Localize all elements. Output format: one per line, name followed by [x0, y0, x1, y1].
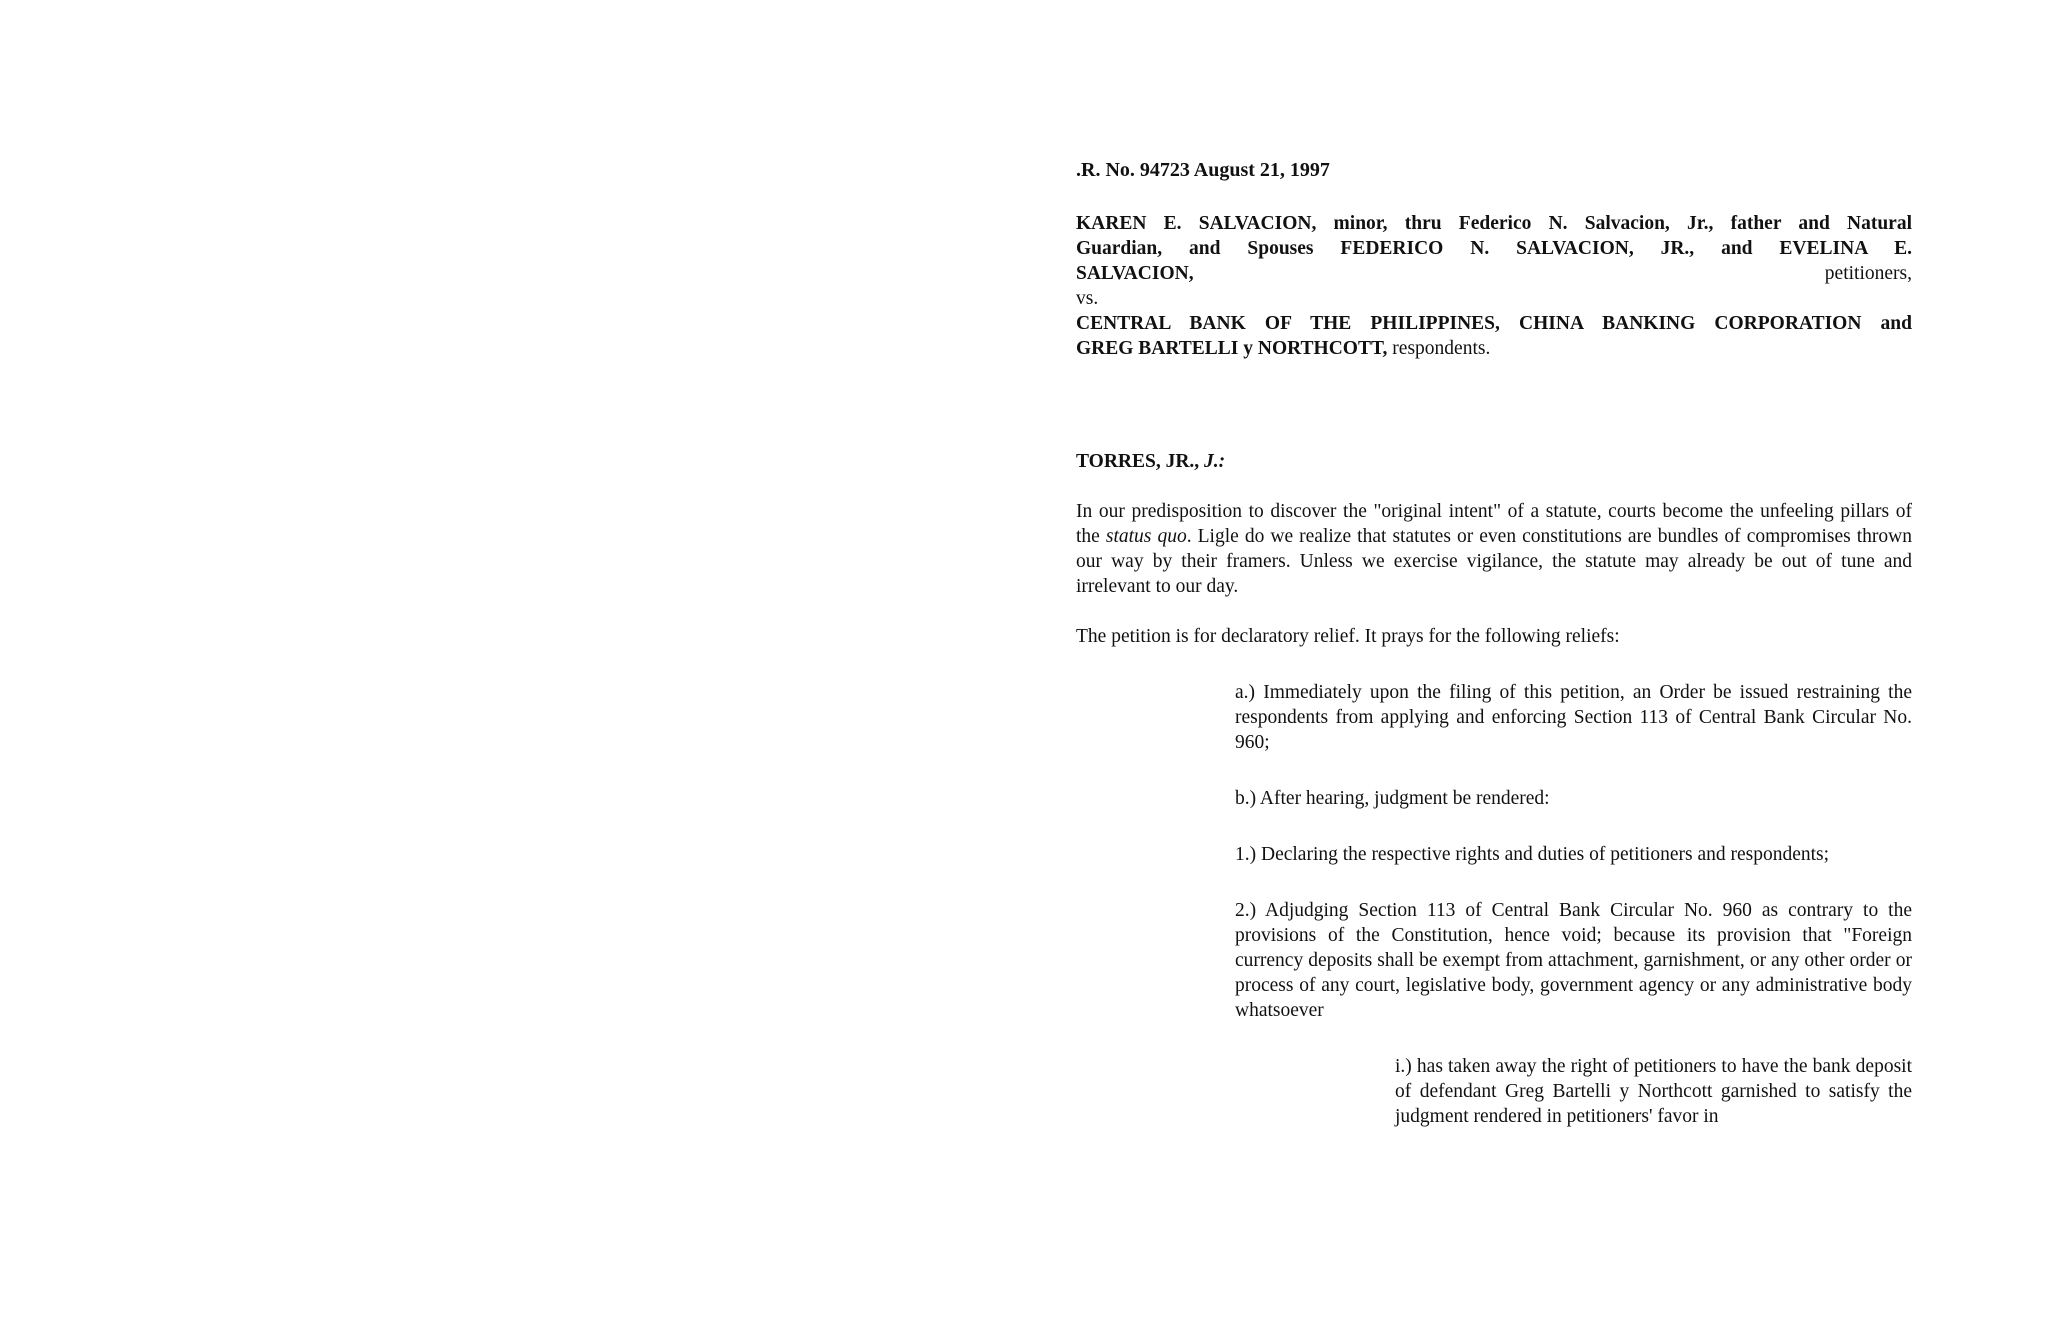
opening-text-1: In our predisposition to discover the "original intent" of a statute, courts become the unfeeling pillars of the [1076, 501, 1912, 547]
party-line-1: KAREN E. SALVACION, minor, thru Federico N. Salvacion, Jr., father and Natural [1076, 213, 1912, 234]
relief-b: b.) After hearing, judgment be rendered: [1235, 788, 1550, 809]
document-page [1076, 150, 1912, 1129]
petitioners-role: petitioners, [1824, 263, 1912, 284]
respondents-role: respondents. [1392, 338, 1491, 359]
relief-item-2: 2.) Adjudging Section 113 of Central Bank Circular No. 960 as contrary to the provisions of the Constitution, hence void; because its provision that "Foreign currency deposits shall be exempt from attachment, garnishment, or any other order or process of any court, legislative body, government agency or any administrative body whatsoever [1235, 900, 1912, 1021]
petition-paragraph: The petition is for declaratory relief. It prays for the following reliefs: [1076, 626, 1620, 647]
respondent-name: GREG BARTELLI y NORTHCOTT, [1076, 338, 1388, 359]
opening-paragraph [1076, 499, 1912, 599]
judge-title: J.: [1204, 451, 1226, 472]
ponente [1076, 449, 1912, 474]
party-line-2: Guardian, and Spouses FEDERICO N. SALVACION, JR., and EVELINA E. [1076, 238, 1912, 259]
case-number: .R. No. 94723 August 21, 1997 [1076, 159, 1330, 181]
petitioner-surname: SALVACION, [1076, 263, 1194, 284]
party-line-3 [1076, 261, 1912, 286]
relief-a: a.) Immediately upon the filing of this petition, an Order be issued restraining the respondents from applying and enforcing Section 113 of Central Bank Circular No. 960; [1235, 682, 1912, 753]
case-parties [1076, 211, 1912, 361]
relief-item-1: 1.) Declaring the respective rights and duties of petitioners and respondents; [1235, 844, 1830, 865]
relief-item-i: i.) has taken away the right of petitioners to have the bank deposit of defendant Greg Bartelli y Northcott garnished to satisfy the judgment rendered in petitioners' favor in [1395, 1056, 1912, 1127]
opening-text-2: . Ligle do we realize that statutes or even constitutions are bundles of compromises thrown our way by their framers. Unless we exercise vigilance, the statute may already be out of tune and irrelevant to our day. [1076, 526, 1912, 597]
party-line-4: CENTRAL BANK OF THE PHILIPPINES, CHINA BANKING CORPORATION and [1076, 313, 1912, 334]
judge-name: TORRES, JR., [1076, 451, 1200, 472]
status-quo-italic: status quo [1105, 526, 1187, 547]
versus-label: vs. [1076, 288, 1099, 309]
party-line-5 [1076, 336, 1912, 361]
